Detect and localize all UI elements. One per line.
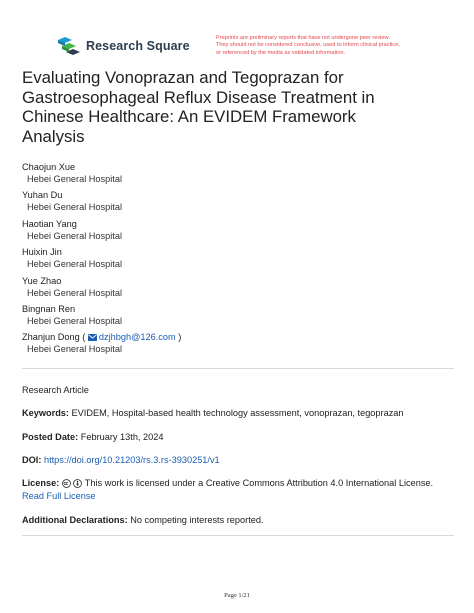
author-list (22, 161, 462, 360)
author-affiliation: Hebei General Hospital (27, 287, 122, 298)
preprint-disclaimer-line: They should not be considered conclusive, used to inform clinical practice, (216, 42, 400, 49)
author-affiliation: Hebei General Hospital (27, 230, 122, 241)
author-affiliation: Hebei General Hospital (27, 344, 122, 355)
paper-title (22, 68, 462, 146)
author-affiliation: Hebei General Hospital (27, 202, 122, 213)
license (22, 477, 462, 489)
author-item (22, 189, 462, 217)
page-number: Page 1/21 (224, 592, 250, 599)
author-item (22, 303, 462, 331)
article-type-text: Research Article (22, 385, 89, 395)
read-full-license-link[interactable]: Read Full License (22, 491, 96, 501)
keywords (22, 407, 462, 419)
license-text: This work is licensed under a Creative Commons Attribution 4.0 International License. (84, 478, 434, 488)
author-name: Huixin Jin (22, 247, 62, 258)
title-line: Evaluating Vonoprazan and Tegoprazan for (22, 68, 344, 87)
additional-declarations-label: Additional Declarations: (22, 515, 128, 525)
section-divider (22, 368, 454, 369)
brand-name: Research Square (86, 39, 190, 53)
author-name: Bingnan Ren (22, 303, 76, 314)
close-paren: ) (178, 332, 182, 343)
title-line: Gastroesophageal Reflux Disease Treatment in (22, 87, 375, 107)
doi-link[interactable]: https://doi.org/10.21203/rs.3.rs-3930251/v1 (43, 455, 220, 465)
author-affiliation: Hebei General Hospital (27, 315, 122, 326)
additional-declarations-value: No competing interests reported. (130, 515, 264, 525)
author-item (22, 218, 462, 246)
preprint-disclaimer (216, 35, 436, 57)
by-icon (73, 479, 82, 488)
posted-date-value: February 13th, 2024 (80, 432, 164, 442)
author-affiliation: Hebei General Hospital (27, 174, 122, 184)
license-label: License: (22, 478, 60, 488)
author-name: Haotian Yang (22, 218, 77, 229)
author-item (22, 161, 462, 189)
license-link-row (22, 490, 462, 502)
posted-date (22, 431, 462, 443)
research-square-logo-icon (58, 37, 80, 55)
corresponding-author (22, 331, 462, 359)
doi (22, 454, 462, 466)
author-name: Yue Zhao (22, 275, 62, 286)
author-name: Chaojun Xue (22, 162, 76, 172)
section-divider (22, 535, 454, 536)
author-affiliation: Hebei General Hospital (27, 259, 122, 270)
preprint-disclaimer-line: Preprints are preliminary reports that have not undergone peer review. (216, 35, 390, 41)
author-email-link[interactable] (88, 332, 178, 342)
title-line: Chinese Healthcare: An EVIDEM Framework (22, 107, 356, 127)
article-type (22, 384, 462, 396)
additional-declarations (22, 514, 462, 526)
keywords-label: Keywords: (22, 408, 69, 418)
preprint-disclaimer-line: or referenced by the media as validated information. (216, 49, 346, 56)
author-item (22, 275, 462, 303)
author-name: Yuhan Du (22, 190, 63, 201)
author-name (22, 331, 462, 343)
author-name-text: Zhanjun Dong (22, 332, 80, 343)
author-item (22, 246, 462, 274)
open-paren: ( (82, 332, 86, 343)
posted-date-label: Posted Date: (22, 432, 79, 442)
title-line: Analysis (22, 126, 85, 146)
brand[interactable] (58, 37, 190, 55)
author-email: dzjhbgh@126.com (98, 332, 176, 343)
mail-icon (88, 334, 97, 341)
cc-icon (62, 479, 71, 488)
doi-label: DOI: (22, 455, 42, 465)
keywords-value: EVIDEM, Hospital-based health technology assessment, vonoprazan, tegoprazan (71, 408, 404, 418)
